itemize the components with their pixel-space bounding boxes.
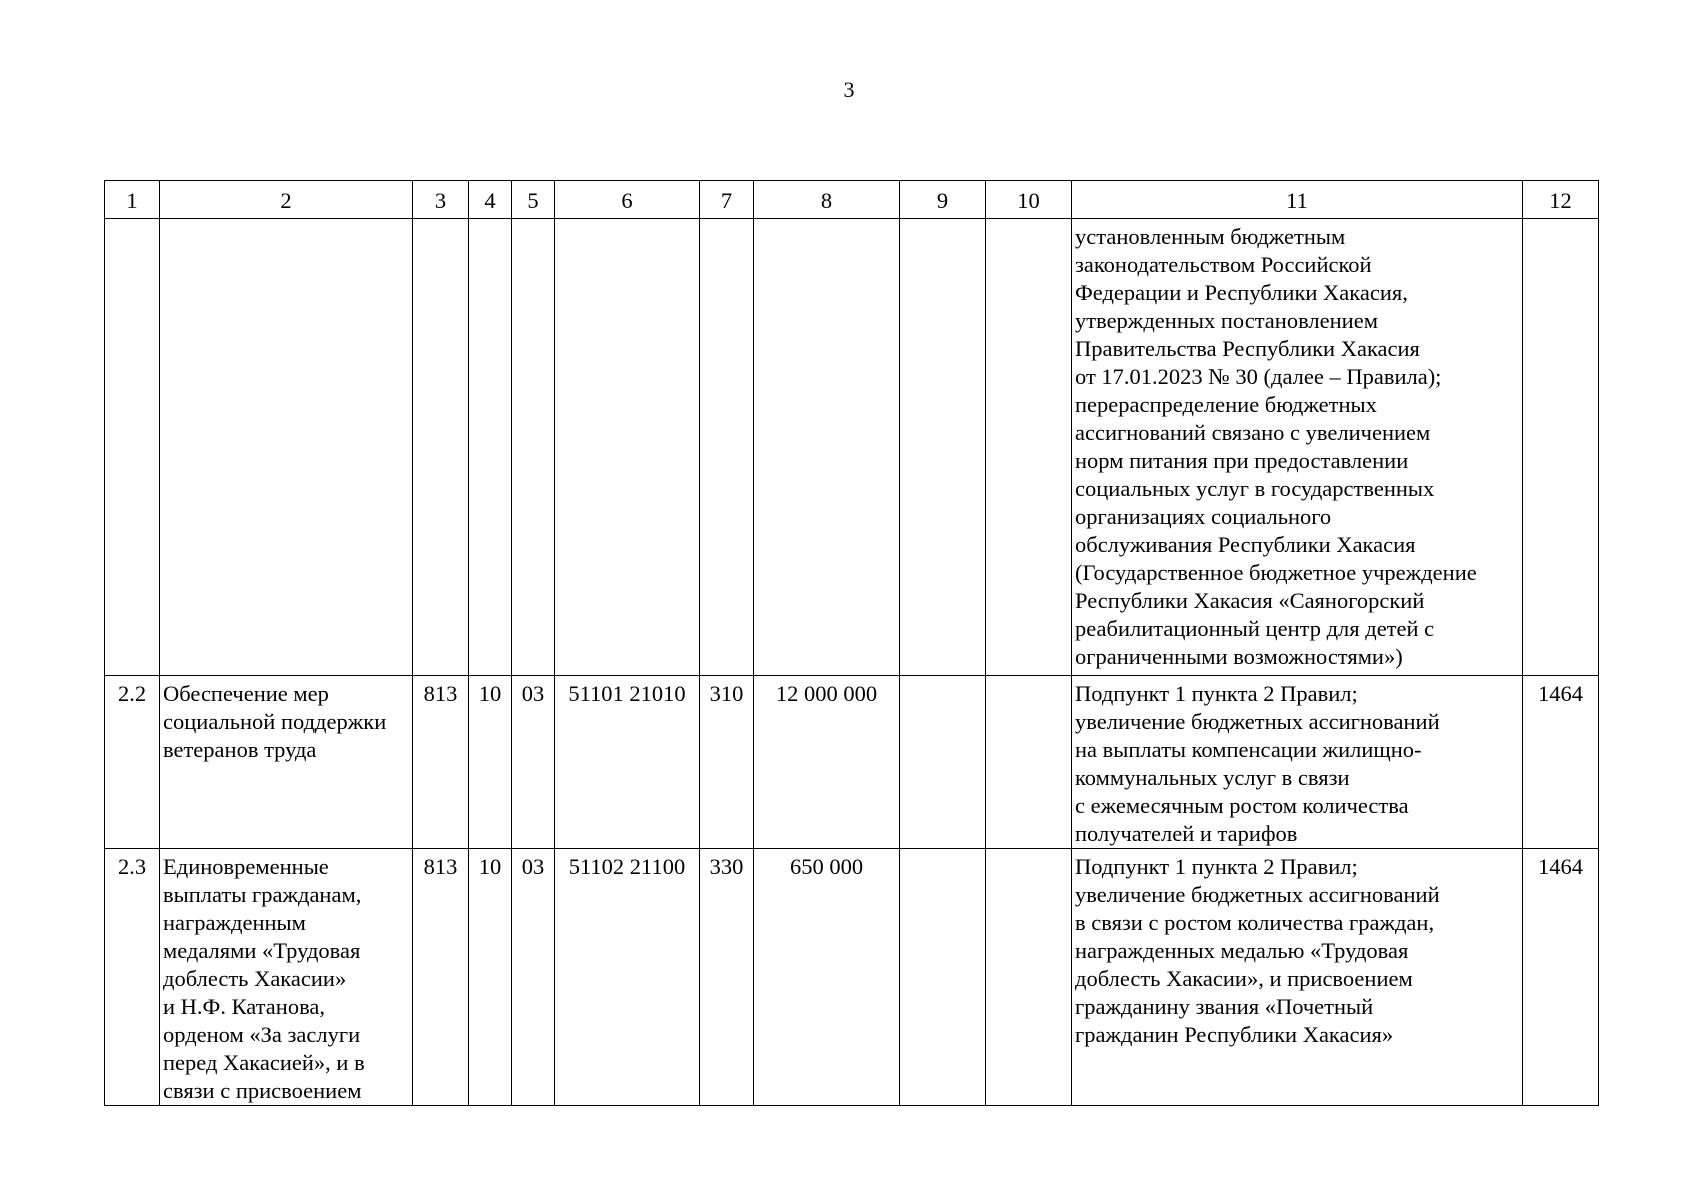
cell-col8 xyxy=(754,676,900,849)
column-header-11: 11 xyxy=(1072,181,1523,219)
cell-name-text: Обеспечение мер социальной поддержки ветеранов труда xyxy=(163,681,387,762)
cell-col7-text: 310 xyxy=(709,681,744,706)
cell-col10 xyxy=(986,676,1072,849)
column-header-10: 10 xyxy=(986,181,1072,219)
cell-col12 xyxy=(1523,849,1599,1106)
cell-col3 xyxy=(413,219,469,676)
cell-name-text xyxy=(163,219,409,223)
cell-col10 xyxy=(986,849,1072,1106)
cell-justification-text: Подпункт 1 пункта 2 Правил; увеличение бюджетных ассигнований в связи с ростом количества граждан, награжденных медалью «Трудовая доблесть Хакасии», и присвоением гражданину звания «Почетный гражданин Республики Хакасия» xyxy=(1075,854,1440,1047)
cell-col12-text: 1464 xyxy=(1538,854,1583,879)
cell-justification-text: установленным бюджетным законодательством Российской Федерации и Республики Хакасия, утвержденных постановлением Правительства Республики Хакасия от 17.01.2023 № 30 (далее – Правила); перераспределение бюджетных ассигнований связано с увеличением норм питания при предоставлении социальных услуг в государственных организациях социального обслуживания Республики Хакасия (Государственное бюджетное учреждение Республики Хакасия «Саяногорский реабилитационный центр для детей с ограниченными возможностями») xyxy=(1075,224,1477,669)
cell-col3-text: 813 xyxy=(423,854,458,879)
cell-col8 xyxy=(754,849,900,1106)
column-header-4: 4 xyxy=(469,181,512,219)
cell-col8-text: 12 000 000 xyxy=(775,681,878,706)
cell-col7-text xyxy=(703,219,750,223)
cell-col5-text xyxy=(515,219,551,223)
cell-name xyxy=(160,219,413,676)
cell-col4-text: 10 xyxy=(478,854,502,879)
cell-col5 xyxy=(512,676,555,849)
column-header-6: 6 xyxy=(555,181,700,219)
cell-name-text: Единовременные выплаты гражданам, награжденным медалями «Трудовая доблесть Хакасии» и Н.Ф. Катанова, орденом «За заслуги перед Хакасией», и в связи с присвоением xyxy=(163,854,365,1103)
cell-number-text: 2.3 xyxy=(117,854,147,879)
cell-col9-text xyxy=(903,849,982,853)
cell-col12-text: 1464 xyxy=(1538,681,1583,706)
cell-col10-text xyxy=(989,849,1068,853)
column-header-3: 3 xyxy=(413,181,469,219)
cell-col12-text xyxy=(1526,219,1595,223)
cell-col6 xyxy=(555,219,700,676)
cell-col7 xyxy=(700,219,754,676)
cell-col3 xyxy=(413,849,469,1106)
table-row-continuation xyxy=(105,219,1599,676)
cell-col9-text xyxy=(903,676,982,680)
cell-col4-text: 10 xyxy=(478,681,502,706)
table-row-2-3 xyxy=(105,849,1599,1106)
cell-col9 xyxy=(900,676,986,849)
cell-col6 xyxy=(555,849,700,1106)
cell-name xyxy=(160,849,413,1106)
cell-col5 xyxy=(512,849,555,1106)
cell-col6-text xyxy=(558,219,696,223)
cell-col10 xyxy=(986,219,1072,676)
column-header-9: 9 xyxy=(900,181,986,219)
cell-col8 xyxy=(754,219,900,676)
cell-col4 xyxy=(469,219,512,676)
column-header-12: 12 xyxy=(1523,181,1599,219)
cell-number xyxy=(105,219,160,676)
cell-col8-text xyxy=(757,219,896,223)
column-header-1: 1 xyxy=(105,181,160,219)
cell-col10-text xyxy=(989,219,1068,223)
cell-col6-text: 51102 21100 xyxy=(568,854,686,879)
cell-col8-text: 650 000 xyxy=(789,854,864,879)
cell-col6-text: 51101 21010 xyxy=(568,681,686,706)
cell-col3 xyxy=(413,676,469,849)
cell-col5-text: 03 xyxy=(521,681,545,706)
column-header-7: 7 xyxy=(700,181,754,219)
cell-col9-text xyxy=(903,219,982,223)
cell-col9 xyxy=(900,219,986,676)
cell-col6 xyxy=(555,676,700,849)
cell-col7-text: 330 xyxy=(709,854,744,879)
cell-col10-text xyxy=(989,676,1068,680)
cell-col5-text: 03 xyxy=(521,854,545,879)
column-header-8: 8 xyxy=(754,181,900,219)
cell-number xyxy=(105,676,160,849)
cell-justification xyxy=(1072,219,1523,676)
cell-col5 xyxy=(512,219,555,676)
cell-col4 xyxy=(469,849,512,1106)
cell-number-text: 2.2 xyxy=(117,681,147,706)
cell-justification xyxy=(1072,849,1523,1106)
cell-number-text xyxy=(108,219,156,223)
cell-col12 xyxy=(1523,676,1599,849)
cell-col3-text xyxy=(416,219,465,223)
cell-col4 xyxy=(469,676,512,849)
cell-col9 xyxy=(900,849,986,1106)
table-row-2-2 xyxy=(105,676,1599,849)
cell-name xyxy=(160,676,413,849)
cell-col7 xyxy=(700,676,754,849)
column-header-2: 2 xyxy=(160,181,413,219)
header-row xyxy=(105,181,1599,219)
cell-col4-text xyxy=(472,219,508,223)
column-header-5: 5 xyxy=(512,181,555,219)
cell-col7 xyxy=(700,849,754,1106)
cell-col12 xyxy=(1523,219,1599,676)
cell-number xyxy=(105,849,160,1106)
cell-justification-text: Подпункт 1 пункта 2 Правил; увеличение бюджетных ассигнований на выплаты компенсации жилищно- коммунальных услуг в связи с ежемесячным ростом количества получателей и тарифов xyxy=(1075,681,1440,846)
cell-justification xyxy=(1072,676,1523,849)
budget-table xyxy=(104,180,1599,1106)
page-number: 3 xyxy=(843,77,855,102)
cell-col3-text: 813 xyxy=(423,681,458,706)
